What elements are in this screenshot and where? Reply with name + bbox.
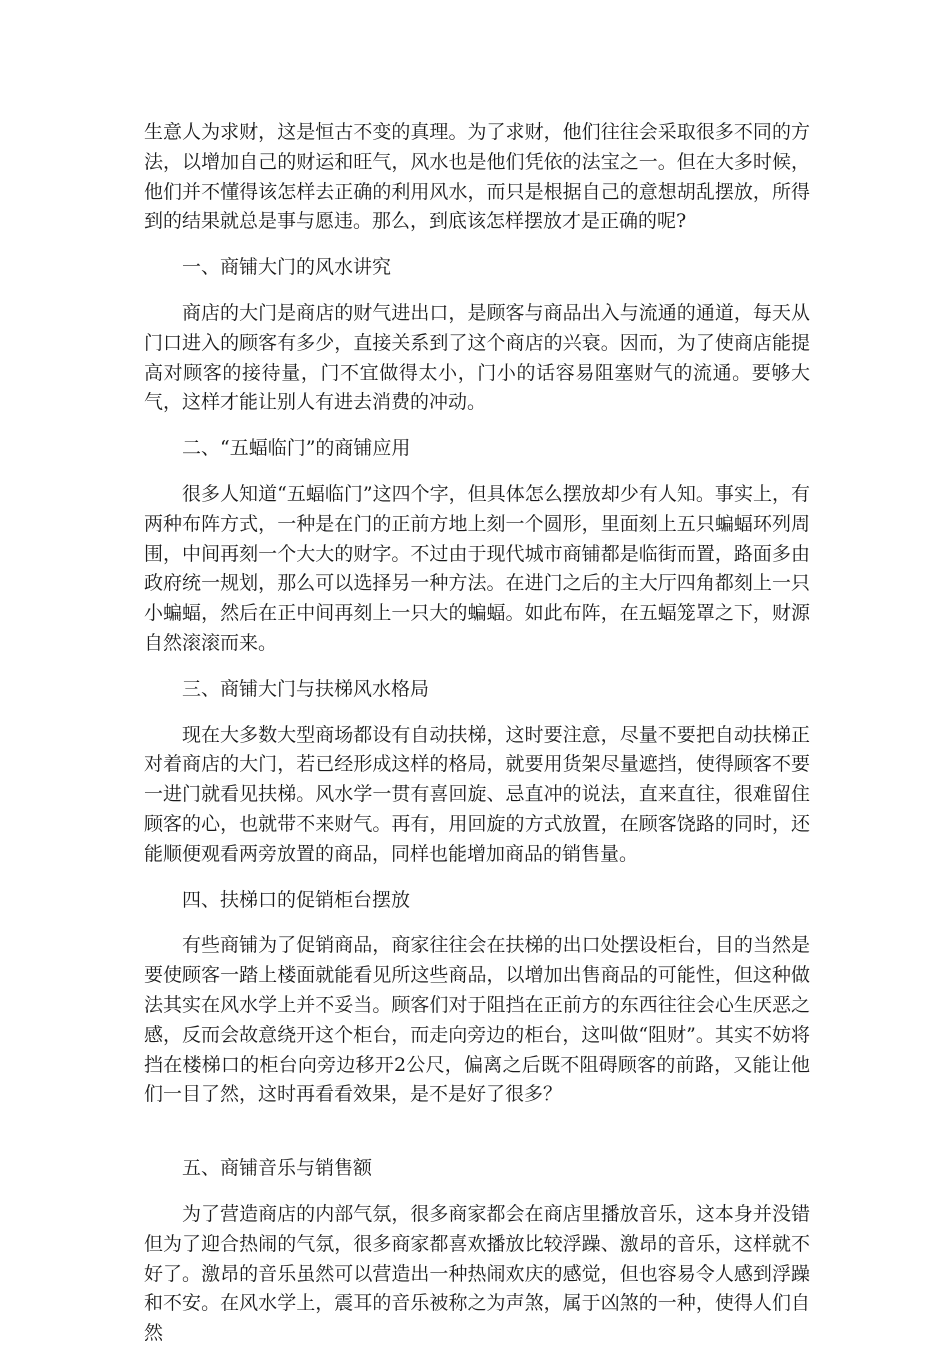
intro-paragraph: 生意人为求财，这是恒古不变的真理。为了求财，他们往往会采取很多不同的方法，以增加自己的财运和旺气，风水也是他们凭依的法宝之一。但在大多时候，他们并不懂得该怎样去正确的利用风水，而只是根据自己的意想胡乱摆放，所得到的结果就总是事与愿违。那么，到底该怎样摆放才是正确的呢? bbox=[144, 121, 810, 233]
section-1-body: 商店的大门是商店的财气进出口，是顾客与商品出入与流通的通道，每天从门口进入的顾客有多少，直接关系到了这个商店的兴衰。因而，为了使商店能提高对顾客的接待量，门不宜做得太小，门小的话容易阻塞财气的流通。要够大气，这样才能让别人有进去消费的冲动。 bbox=[144, 301, 810, 414]
section-4-heading: 四、扶梯口的促销柜台摆放 bbox=[182, 888, 411, 911]
section-2-heading: 二、“五蝠临门”的商铺应用 bbox=[182, 437, 411, 460]
document-page bbox=[144, 118, 810, 1365]
section-4-body: 有些商铺为了促销商品，商家往往会在扶梯的出口处摆设柜台，目的当然是要使顾客一踏上楼面就能看见所这些商品，以增加出售商品的可能性，但这种做法其实在风水学上并不妥当。顾客们对于阻挡在正前方的东西往往会心生厌恶之感，反而会故意绕开这个柜台，而走向旁边的柜台，这叫做“阻财”。其实不妨将挡在楼梯口的柜台向旁边移开2公尺，偏离之后既不阻碍顾客的前路，又能让他们一目了然，这时再看看效果，是不是好了很多？ bbox=[144, 934, 810, 1106]
section-3-heading: 三、商铺大门与扶梯风水格局 bbox=[182, 677, 430, 700]
section-5-heading: 五、商铺音乐与销售额 bbox=[182, 1157, 373, 1180]
blank-line bbox=[144, 1126, 810, 1154]
section-3-body: 现在大多数大型商场都设有自动扶梯，这时要注意，尽量不要把自动扶梯正对着商店的大门，若已经形成这样的格局，就要用货架尽量遮挡，使得顾客不要一进门就看见扶梯。风水学一贯有喜回旋、忌直冲的说法，直来直往，很难留住顾客的心，也就带不来财气。再有，用回旋的方式放置，在顾客饶路的同时，还能顺便观看两旁放置的商品，同样也能增加商品的销售量。 bbox=[144, 723, 810, 865]
section-1-heading: 一、商铺大门的风水讲究 bbox=[182, 256, 392, 279]
section-5-body: 为了营造商店的内部气氛，很多商家都会在商店里播放音乐，这本身并没错但为了迎合热闹的气氛，很多商家都喜欢播放比较浮躁、激昂的音乐，这样就不好了。激昂的音乐虽然可以营造出一种热闹欢庆的感觉，但也容易令人感到浮躁和不安。在风水学上，震耳的音乐被称之为声煞，属于凶煞的一种，使得人们自然 bbox=[144, 1202, 810, 1345]
section-2-body: 很多人知道“五蝠临门”这四个字，但具体怎么摆放却少有人知。事实上，有两种布阵方式，一种是在门的正前方地上刻一个圆形，里面刻上五只蝙蝠环列周围，中间再刻一个大大的财字。不过由于现代城市商铺都是临街而置，路面多由政府统一规划，那么可以选择另一种方法。在进门之后的主大厅四角都刻上一只小蝙蝠，然后在正中间再刻上一只大的蝙蝠。如此布阵，在五蝠笼罩之下，财源自然滚滚而来。 bbox=[144, 482, 810, 654]
